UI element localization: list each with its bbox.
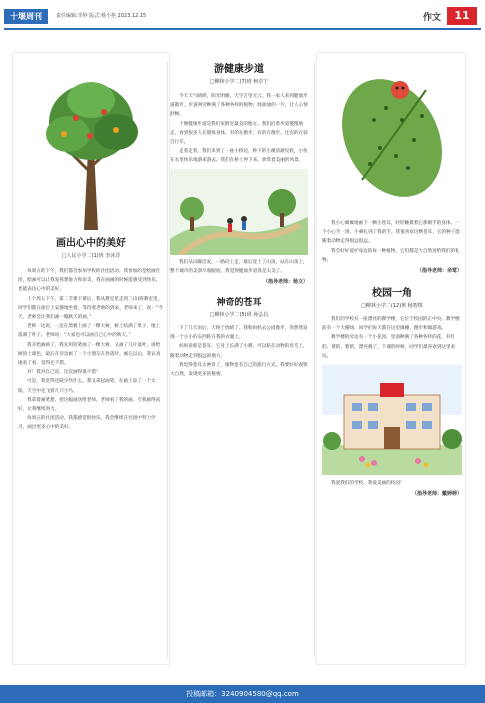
paragraph: 我会好好爱护身边的每一种植物，它们都是大自然送给我们的礼物。 xyxy=(322,248,460,263)
article-title: 神奇的苍耳 xyxy=(216,298,262,309)
article-byline: □柳林小学二(7)班 柯卓宁 xyxy=(209,79,269,85)
teacher-credit: （指导老师：杨文） xyxy=(262,279,308,286)
paragraph: 我们的学校有一座漂亮的教学楼，它位于校园的正中央。教学楼前有一个大操场，同学们每天都在这里做操、跑步和做游戏。 xyxy=(322,317,460,332)
school-illustration xyxy=(322,365,462,475)
editor-meta: 责任编辑:李婷 版式:杨小艳 2023.12.15 xyxy=(56,13,147,19)
newspaper-brand: 十堰周刊 xyxy=(4,9,48,24)
article-byline: □人民小学二(1)班 李沐洋 xyxy=(61,253,121,259)
paragraph: 今天天气晴朗，阳光明媚，天空万里无云。我一家人来到健康步道散步。步道两旁种满了各种各样的植物，绿油油的一片，让人心情舒畅。 xyxy=(170,94,308,118)
column-divider xyxy=(167,62,168,657)
paragraph: 我开始画画了。我先用铅笔画了一棵大树，又画了几片落叶，再给树涂上颜色，最后在旁边画了一个小朋友在捡落叶。画完以后，我认真地看了看，觉得还不错。 xyxy=(18,342,161,367)
paragraph: 可是，我觉得还缺少些什么。我又拿起画笔，在画上添了一个太阳，天空中还飞着几只小鸟。 xyxy=(18,379,156,394)
paragraph: 老师一边说，一边在黑板上画了一棵大树，树上结满了果子，地上落满了叶子。老师说：“大家也可以画自己心中的秋天。” xyxy=(18,324,161,339)
article-title: 画出心中的美好 xyxy=(56,238,126,249)
article-byline: □柳林小学二(5)班 孙弘昌 xyxy=(209,312,269,319)
page-number: 11 xyxy=(447,7,477,25)
paragraph: 我们从山脚出发，一路向上走，最后登上了山顶。站在山顶上，整个城市的美景尽收眼底。我觉得健康步道真是太美了。 xyxy=(170,259,308,274)
submission-email[interactable]: 投稿邮箱：3240904580@qq.com xyxy=(186,690,299,698)
teacher-credit: （指导老师：余莺） xyxy=(416,268,462,275)
tree-illustration xyxy=(18,60,164,230)
paragraph: 对！我对自己说，这次画得很不错！ xyxy=(27,370,101,376)
cocklebur-illustration xyxy=(322,60,462,215)
column-right xyxy=(322,60,462,659)
paragraph: 我小心翼翼地画下一颗小苍耳，轻轻触摸着它那刺手的身体。一不小心手一滑，小刺扎到了我的手。我很喜欢这颗苍耳，它的种子能随着动物走得很远很远。 xyxy=(322,221,460,245)
walking-trail-illustration xyxy=(170,169,308,255)
paragraph: 走着走着，我们来到了一座小桥边，桥下的小溪清澈见底，小鱼在水里快乐地游来游去。我们在桥上停下来，欣赏着美丽的风景。 xyxy=(170,149,308,164)
column-divider xyxy=(314,62,315,657)
column-left xyxy=(18,60,164,659)
paragraph: 十堰健康步道是我们家附近最美的地方。我们沿着步道慢慢地走，看到很多人在锻炼身体，有的在跑步，有的在散步，还有的在骑自行车。 xyxy=(170,121,308,146)
article-byline: □柳林小学二(12)班 杨智棋 xyxy=(361,303,423,310)
paragraph: 每周五的下午，我们都会参加学校的社团活动。我参加的是绘画社团，绘画可以让我发挥想象力和审美，我在画画的时候能感受到快乐，也能表达心中的美好。 xyxy=(18,269,161,293)
paragraph: 下了几天雨后，天终于放晴了。我和妈妈去公园散步，突然我发现一个小小的东西粘在我的衣服上。 xyxy=(170,326,308,341)
article-title: 校园一角 xyxy=(372,288,412,300)
paragraph: 上个周五下午，第二节课下课后，我从教室里走到三(1)班教室里。同学们都在座位上安静地坐着，等待着老师的到来。老师来了，说：“今天，老师会让我们画一幅秋天的画。” xyxy=(18,296,163,321)
article-title: 游健康步道 xyxy=(214,64,264,75)
paragraph: 教学楼的旁边有一个小花园，里面种满了各种各样的花，有红的、黄的、紫的，漂亮极了。下课的时候，同学们最喜欢到这里来玩。 xyxy=(322,335,456,359)
column-middle xyxy=(170,60,308,659)
section-title: 作文 xyxy=(422,13,441,23)
paragraph: 妈妈说那是苍耳，它身上长满了小刺，可以粘在动物的皮毛上，随着动物走到很远的地方。 xyxy=(170,344,308,359)
teacher-credit: （指导老师：戴婷婷） xyxy=(411,491,462,498)
paragraph: 我拿着画笔想，把这幅画送给老师。老师看了我的画，夸我画得真好，让我继续努力。 xyxy=(18,397,161,413)
paragraph: 每周五的社团活动，我都感觉很快乐。我会继续在社团中努力学习，画出更多心中的美好。 xyxy=(18,416,156,431)
paragraph: 我爱我们的学校，我爱美丽的校园！ xyxy=(331,481,405,487)
footer-bar xyxy=(0,685,485,703)
paragraph: 我觉得苍耳太神奇了，植物也有自己的旅行方式。我要好好观察大自然，发现更多的秘密。 xyxy=(170,362,308,378)
page-header xyxy=(0,0,485,30)
header-rule xyxy=(4,28,481,30)
